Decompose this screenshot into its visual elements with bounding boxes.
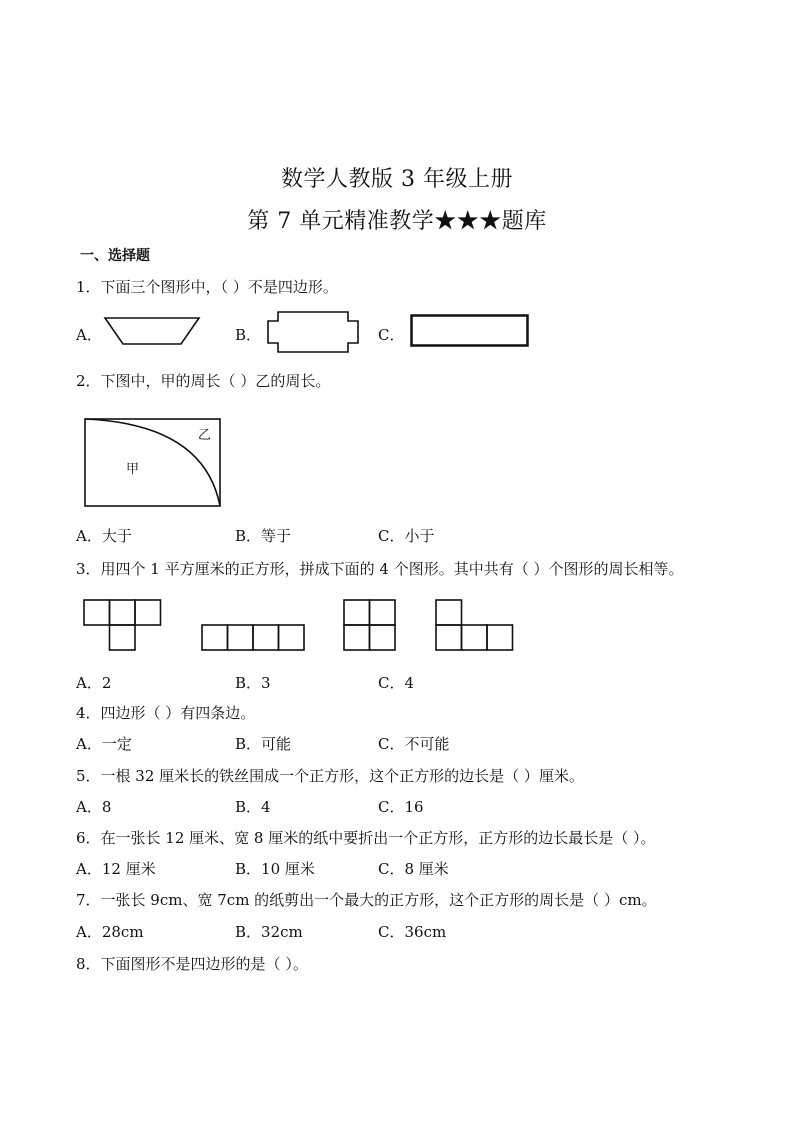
page-subtitle: 第 7 单元精准教学★★★题库 [247,209,547,234]
section-heading: 一、选择题 [80,248,150,264]
question-3-text: 3．用四个 1 平方厘米的正方形，拼成下面的 4 个图形。其中共有（ ）个图形的周长相等。 [76,560,684,578]
q3-option-b: B．3 [235,674,271,692]
q1-option-c-label: C． [378,326,405,344]
q3-l-shape-figure [435,599,517,653]
q3-option-a: A．2 [76,674,112,692]
q7-option-b: B．32cm [235,923,303,941]
q1-trapezoid-figure [104,317,200,345]
q5-option-a: A．8 [76,798,112,816]
q3-line-shape-figure [201,624,307,653]
q4-option-b: B．可能 [235,735,292,753]
q7-option-c: C．36cm [378,923,447,941]
q6-option-c: C．8 厘米 [378,860,449,878]
q2-option-c: C．小于 [378,527,435,545]
question-8-text: 8．下面图形不是四边形的是（ ）。 [76,955,308,973]
q1-rectangle-figure [410,314,530,348]
q3-option-c: C．4 [378,674,415,692]
q2-option-a: A．大于 [76,527,132,545]
q3-square-shape-figure [343,599,399,653]
q2-option-b: B．等于 [235,527,292,545]
q3-t-shape-figure [83,599,163,653]
q5-option-c: C．16 [378,798,424,816]
q4-option-a: A．一定 [76,735,132,753]
q1-option-a-label: A． [76,326,102,344]
q5-option-b: B．4 [235,798,271,816]
question-4-text: 4．四边形（ ）有四条边。 [76,704,256,722]
q1-notched-shape-figure [266,311,360,353]
q2-label-jia: 甲 [126,462,140,477]
question-2-text: 2．下图中，甲的周长（ ）乙的周长。 [76,372,331,390]
q1-option-b-label: B． [235,326,262,344]
q6-option-a: A．12 厘米 [76,860,156,878]
question-5-text: 5．一根 32 厘米长的铁丝围成一个正方形，这个正方形的边长是（ ）厘米。 [76,767,584,785]
question-1-text: 1．下面三个图形中，（ ）不是四边形。 [76,278,338,296]
question-6-text: 6．在一张长 12 厘米、宽 8 厘米的纸中要折出一个正方形，正方形的边长最长是（ ）。 [76,829,656,847]
q7-option-a: A．28cm [76,923,144,941]
page-title: 数学人教版 3 年级上册 [281,167,513,192]
q2-label-yi: 乙 [198,428,212,443]
question-7-text: 7．一张长 9cm、宽 7cm 的纸剪出一个最大的正方形，这个正方形的周长是（ ）cm。 [76,891,657,909]
q4-option-c: C．不可能 [378,735,450,753]
q6-option-b: B．10 厘米 [235,860,315,878]
